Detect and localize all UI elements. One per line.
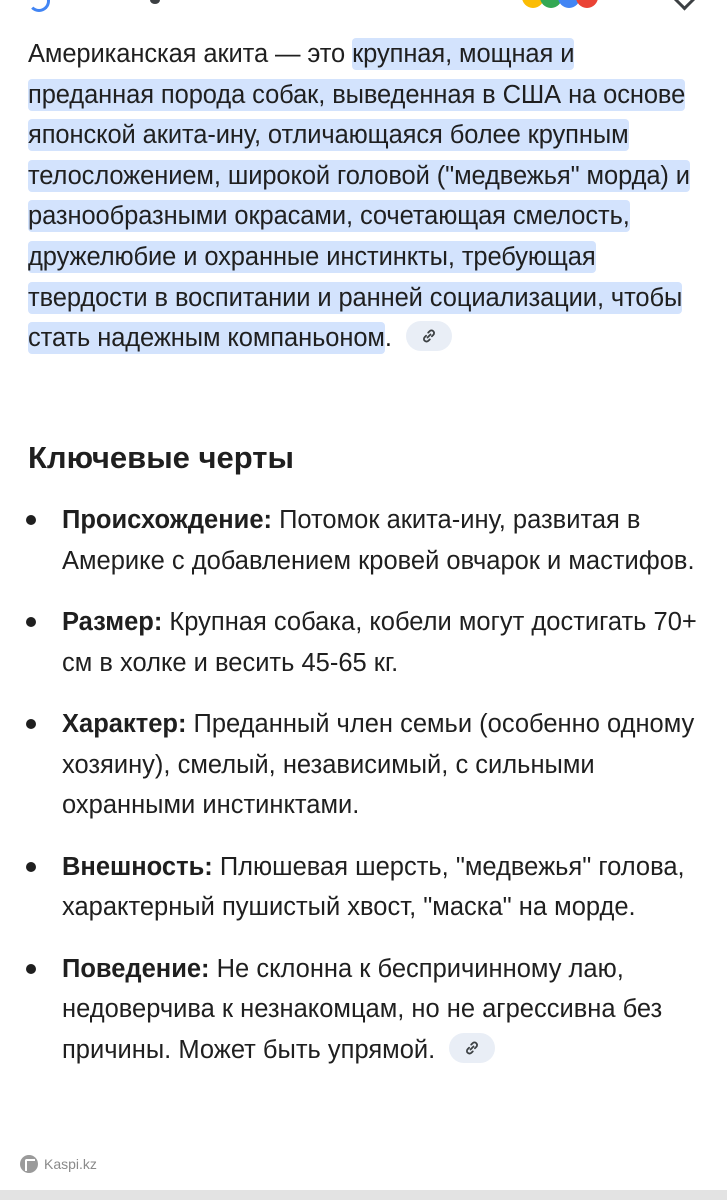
- feature-label: Поведение:: [62, 954, 210, 983]
- feature-label: Характер:: [62, 710, 187, 738]
- answer-body: [28, 34, 698, 359]
- feature-label: Размер:: [62, 608, 163, 636]
- top-bar-cropped: [0, 0, 727, 16]
- source-favicons-icon[interactable]: [522, 0, 602, 8]
- section-title: Ключевые черты: [28, 440, 294, 475]
- bullet-icon: [26, 719, 36, 729]
- feature-text: Не склонна к беспричинному лаю, недоверчива к незнакомцам, но не агрессивна без причины. Может быть упрямой.: [62, 954, 663, 1064]
- list-item-appearance: [0, 847, 698, 928]
- watermark: [20, 1154, 97, 1174]
- assistant-logo-icon: [28, 0, 50, 12]
- bullet-icon: [26, 964, 36, 974]
- list-item-size: [0, 602, 698, 683]
- intro-prefix: Американская акита — это: [28, 40, 353, 68]
- intro-highlighted-text: крупная, мощная и преданная порода собак, выведенная в США на основе японской акита-ину, отличающаяся более крупным телосложением, широкой головой ("медвежья" морда) и разнообразными окрасами, сочетающая смелость, дружелюбие и охранные инстинкты, требующая твердости в воспитании и ранней социализации, чтобы стать надежным компаньоном: [28, 40, 690, 353]
- kaspi-logo-icon: [20, 1155, 38, 1173]
- bullet-icon: [26, 515, 36, 525]
- list-item-behavior: [0, 949, 698, 1071]
- feature-text: Преданный член семьи (особенно одному хозяину), смелый, независимый, с сильными охранными инстинктами.: [62, 710, 695, 819]
- list-item-character: [0, 704, 698, 826]
- watermark-text: Kaspi.kz: [44, 1156, 97, 1172]
- list-item-origin: [0, 500, 698, 581]
- feature-text: Потомок акита-ину, развитая в Америке с добавлением кровей овчарок и мастифов.: [62, 506, 695, 575]
- features-list: [0, 500, 727, 1091]
- bullet-icon: [26, 617, 36, 627]
- bullet-icon: [26, 862, 36, 872]
- feature-label: Внешность:: [62, 852, 213, 881]
- bottom-bar: [0, 1190, 727, 1200]
- title-fragment: [150, 0, 160, 4]
- link-icon: [421, 328, 437, 344]
- feature-label: Происхождение:: [62, 506, 272, 534]
- chevron-down-icon[interactable]: [672, 0, 696, 11]
- source-link-chip[interactable]: [449, 1033, 495, 1063]
- feature-text: Крупная собака, кобели могут достигать 70+ см в холке и весить 45-65 кг.: [62, 608, 697, 677]
- feature-text: Плюшевая шерсть, "медвежья" голова, характерный пушистый хвост, "маска" на морде.: [62, 852, 685, 921]
- intro-paragraph: [28, 34, 698, 359]
- intro-suffix: .: [384, 324, 392, 353]
- link-icon: [464, 1040, 480, 1056]
- source-link-chip[interactable]: [406, 321, 452, 351]
